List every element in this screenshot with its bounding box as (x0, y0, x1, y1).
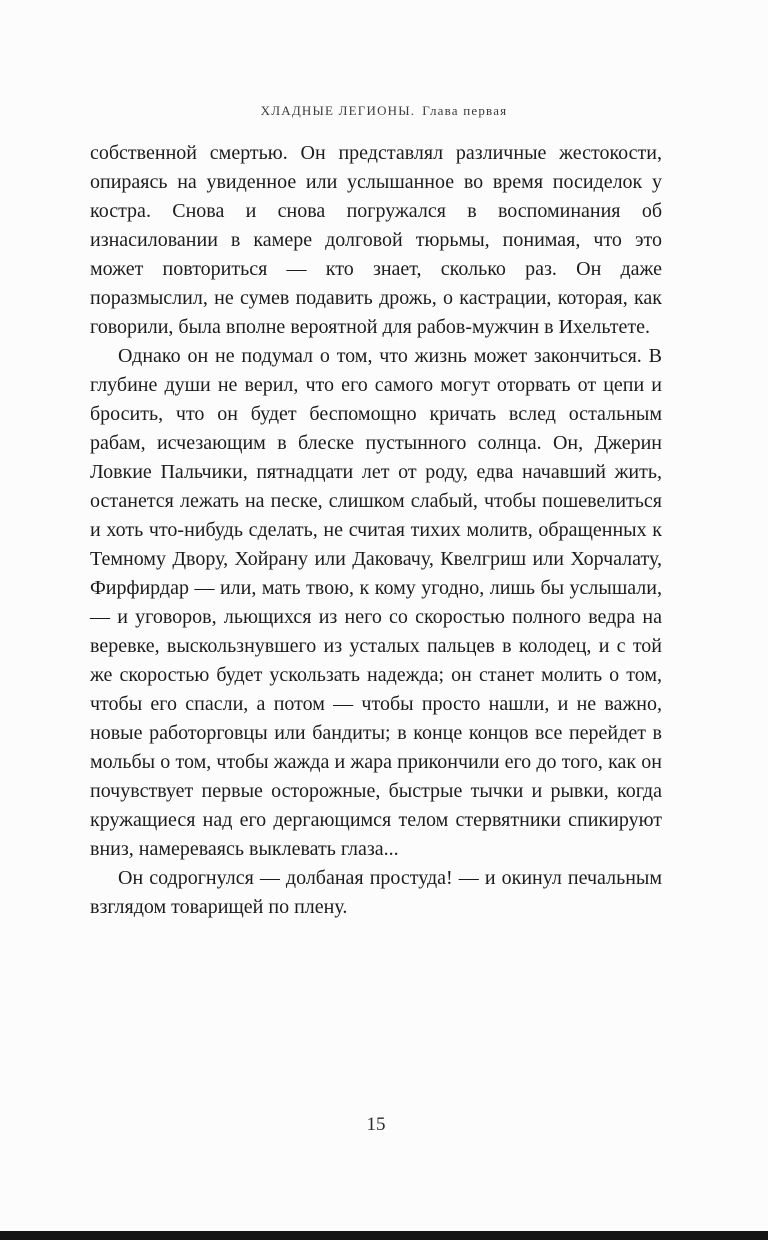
running-header-chapter: Глава первая (422, 103, 508, 118)
running-header-title: ХЛАДНЫЕ ЛЕГИОНЫ. (260, 103, 416, 118)
page-number: 15 (366, 1114, 386, 1135)
paragraph-continuation: собственной смертью. Он представлял различные жестокости, опираясь на увиденное или услышанное во время посиделок у костра. Снова и снова погружался в воспоминания об изнасиловании в камере долговой тюрьмы, понимая, что это может повториться — кто знает, сколько раз. Он даже поразмыслил, не сумев подавить дрожь, о кастрации, которая, как говорили, была вполне вероятной для рабов-мужчин в Ихельтете. (90, 142, 662, 338)
paragraph: Однако он не подумал о том, что жизнь может закончиться. В глубине души не верил, что его самого могут оторвать от цепи и бросить, что он будет беспомощно кричать вслед остальным рабам, исчезающим в блеске пустынного солнца. Он, Джерин Ловкие Пальчики, пятнадцати лет от роду, едва начавший жить, останется лежать на песке, слишком слабый, чтобы пошевелиться и хоть что-нибудь сделать, не считая тихих молитв, обращенных к Темному Двору, Хойрану или Даковачу, Квелгриш или Хорчалату, Фирфирдар — или, мать твою, к кому угодно, лишь бы услышали, — и уговоров, льющихся из него со скоростью полного ведра на веревке, выскользнувшего из усталых пальцев в колодец, и с той же скоростью будет ускользать надежда; он станет молить о том, чтобы его спасли, а потом — чтобы просто нашли, и не важно, новые работорговцы или бандиты; в конце концов все перейдет в мольбы о том, чтобы жажда и жара прикончили его до того, как он почувствует первые осторожные, быстрые тычки и рывки, когда кружащиеся над его дергающимся телом стервятники спикируют вниз, намереваясь выклевать глаза... (90, 345, 662, 860)
scan-edge-artifact (0, 1231, 768, 1240)
body-text (90, 139, 662, 922)
running-header (0, 103, 768, 119)
paragraph: Он содрогнулся — долбаная простуда! — и окинул печальным взглядом товарищей по плену. (90, 867, 662, 918)
